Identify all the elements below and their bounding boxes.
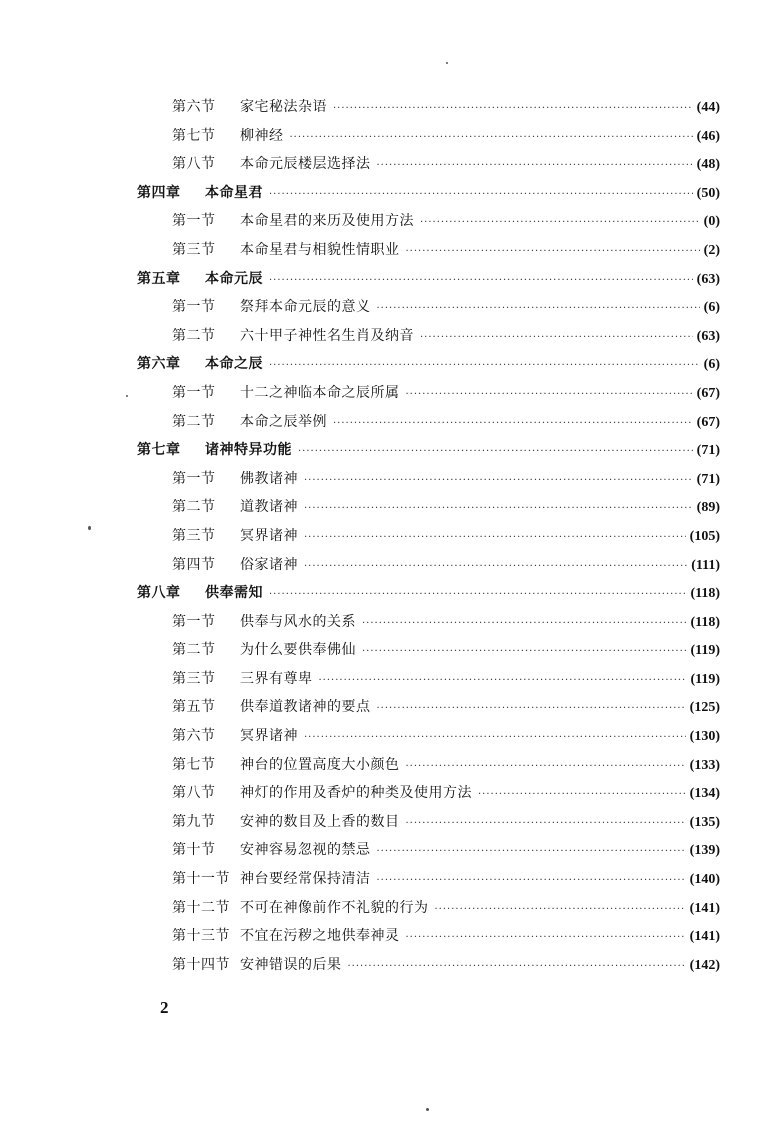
toc-entry-page: (141) [689, 900, 720, 916]
toc-entry-number: 第二节 [172, 499, 216, 516]
toc-entry-title: 安神容易忽视的禁忌 [240, 842, 371, 859]
toc-entry-number: 第十二节 [172, 899, 230, 916]
toc-entry-title: 神台要经常保持清洁 [240, 871, 371, 888]
dot-leader [377, 295, 700, 324]
dot-leader [333, 410, 693, 439]
toc-entry [137, 951, 720, 980]
toc-entry-page: (6) [703, 300, 720, 316]
toc-entry [137, 608, 720, 637]
toc-entry-number: 第十三节 [172, 928, 230, 945]
toc-entry-title: 安神的数目及上香的数目 [240, 813, 400, 830]
scan-speck [88, 526, 91, 530]
toc-entry-page: (125) [689, 700, 720, 716]
dot-leader [319, 667, 687, 696]
toc-entry [137, 922, 720, 951]
toc-entry-page: (71) [696, 471, 720, 487]
toc-entry-page: (89) [696, 500, 720, 516]
toc-entry [137, 493, 720, 522]
toc-chapter-number: 第七章 [137, 442, 181, 459]
toc-entry-number: 第一节 [172, 213, 216, 230]
toc-entry [137, 408, 720, 437]
toc-entry [137, 93, 720, 122]
toc-entry-number: 第七节 [172, 756, 216, 773]
toc-entry-title: 本命之辰举例 [240, 413, 327, 430]
toc-entry-title: 家宅秘法杂语 [240, 99, 327, 115]
toc-entry-page: (46) [696, 128, 720, 144]
toc-entry-page: (44) [696, 100, 720, 115]
scan-speck [426, 1108, 429, 1111]
toc-entry-page: (119) [690, 643, 720, 659]
toc-entry-title: 道教诸神 [240, 499, 298, 516]
toc-entry [137, 636, 720, 665]
toc-entry [137, 779, 720, 808]
dot-leader [406, 924, 686, 953]
toc-chapter-number: 第五章 [137, 270, 181, 287]
toc-entry-number: 第三节 [172, 670, 216, 687]
page-number: 2 [160, 998, 169, 1017]
dot-leader [377, 152, 693, 181]
toc-entry-page: (0) [703, 214, 720, 230]
toc-entry-title: 神台的位置高度大小颜色 [240, 756, 400, 773]
dot-leader [304, 724, 686, 753]
dot-leader [333, 95, 693, 124]
toc-chapter [137, 179, 720, 208]
toc-entry-title: 祭拜本命元辰的意义 [240, 299, 371, 316]
toc-entry-title: 俗家诸神 [240, 556, 298, 573]
dot-leader [348, 953, 686, 982]
toc-entry-page: (119) [690, 671, 720, 687]
toc-entry-title: 十二之神临本命之辰所属 [240, 384, 400, 401]
toc-entry-number: 第九节 [172, 813, 216, 830]
toc-chapter-page: (118) [690, 586, 720, 602]
toc-entry-page: (134) [689, 786, 720, 802]
toc-entry-page: (142) [689, 957, 720, 973]
dot-leader [406, 810, 686, 839]
toc-entry-title: 安神错误的后果 [240, 956, 342, 973]
toc-chapter [137, 265, 720, 294]
toc-entry [137, 808, 720, 837]
toc-entry-title: 神灯的作用及香炉的种类及使用方法 [240, 785, 472, 802]
toc-entry-title: 本命星君的来历及使用方法 [240, 213, 414, 230]
dot-leader [406, 238, 700, 267]
toc-entry-page: (63) [696, 328, 720, 344]
toc-entry-number: 第三节 [172, 241, 216, 258]
toc-entry-page: (133) [689, 757, 720, 773]
dot-leader [377, 867, 686, 896]
toc-chapter-number: 第八章 [137, 585, 181, 602]
dot-leader [269, 181, 693, 210]
toc-entry-title: 冥界诸神 [240, 728, 298, 745]
dot-leader [420, 209, 700, 238]
dot-leader [304, 553, 687, 582]
toc-entry [137, 236, 720, 265]
toc-entry-page: (2) [703, 242, 720, 258]
toc-entry [137, 751, 720, 780]
toc-chapter [137, 436, 720, 465]
dot-leader [362, 638, 686, 667]
toc-chapter-page: (71) [696, 443, 720, 459]
toc-entry-number: 第一节 [172, 299, 216, 316]
toc-entry [137, 122, 720, 151]
dot-leader [298, 438, 693, 467]
toc-entry-title: 佛教诸神 [240, 470, 298, 487]
toc-entry-number: 第七节 [172, 127, 216, 144]
dot-leader [304, 467, 693, 496]
toc-entry-page: (135) [689, 814, 720, 830]
toc-entry [137, 465, 720, 494]
toc-chapter-page: (63) [696, 271, 720, 287]
toc-chapter-number: 第四章 [137, 184, 181, 201]
toc-entry-number: 第六节 [172, 99, 216, 115]
toc-chapter-title: 本命之辰 [205, 356, 263, 373]
toc-entry-number: 第二节 [172, 327, 216, 344]
toc-entry-page: (105) [689, 528, 720, 544]
dot-leader [269, 352, 700, 381]
toc-chapter [137, 350, 720, 379]
table-of-contents [137, 93, 720, 979]
toc-entry-number: 第五节 [172, 699, 216, 716]
toc-entry-title: 本命元辰楼层选择法 [240, 156, 371, 173]
toc-entry [137, 293, 720, 322]
toc-entry-number: 第八节 [172, 785, 216, 802]
dot-leader [406, 753, 686, 782]
scan-speck [126, 395, 128, 397]
toc-entry-title: 柳神经 [240, 127, 284, 144]
dot-leader [269, 581, 686, 610]
dot-leader [435, 896, 686, 925]
toc-entry [137, 207, 720, 236]
toc-entry [137, 551, 720, 580]
toc-entry [137, 522, 720, 551]
toc-entry-title: 冥界诸神 [240, 527, 298, 544]
toc-entry-number: 第八节 [172, 156, 216, 173]
toc-entry-number: 第六节 [172, 728, 216, 745]
toc-entry-page: (67) [696, 414, 720, 430]
dot-leader [478, 781, 686, 810]
toc-entry-title: 六十甲子神性名生肖及纳音 [240, 327, 414, 344]
toc-entry-title: 供奉道教诸神的要点 [240, 699, 371, 716]
toc-entry [137, 836, 720, 865]
toc-entry-title: 不宜在污秽之地供奉神灵 [240, 928, 400, 945]
toc-entry-page: (67) [696, 385, 720, 401]
toc-entry-number: 第十四节 [172, 956, 230, 973]
toc-entry [137, 693, 720, 722]
toc-entry-title: 三界有尊卑 [240, 670, 313, 687]
toc-entry-number: 第一节 [172, 470, 216, 487]
toc-entry-page: (118) [690, 614, 720, 630]
toc-entry [137, 322, 720, 351]
dot-leader [304, 524, 686, 553]
toc-entry-title: 为什么要供奉佛仙 [240, 642, 356, 659]
toc-entry-title: 供奉与风水的关系 [240, 613, 356, 630]
toc-entry-number: 第二节 [172, 642, 216, 659]
toc-chapter [137, 579, 720, 608]
toc-chapter-title: 供奉需知 [205, 585, 263, 602]
toc-chapter-title: 本命元辰 [205, 270, 263, 287]
toc-entry-page: (141) [689, 929, 720, 945]
toc-chapter-page: (50) [696, 185, 720, 201]
dot-leader [362, 610, 686, 639]
dot-leader [290, 124, 693, 153]
toc-chapter-number: 第六章 [137, 356, 181, 373]
toc-entry [137, 722, 720, 751]
dot-leader [406, 381, 693, 410]
toc-entry [137, 379, 720, 408]
toc-entry-page: (48) [696, 157, 720, 173]
toc-entry-number: 第二节 [172, 413, 216, 430]
toc-entry-number: 第一节 [172, 384, 216, 401]
toc-entry-number: 第十节 [172, 842, 216, 859]
toc-entry-number: 第一节 [172, 613, 216, 630]
scan-speck [446, 62, 448, 64]
toc-entry-page: (111) [691, 557, 720, 573]
dot-leader [377, 838, 686, 867]
toc-entry-page: (140) [689, 872, 720, 888]
toc-entry [137, 150, 720, 179]
toc-entry-page: (139) [689, 843, 720, 859]
toc-entry [137, 865, 720, 894]
toc-entry-number: 第三节 [172, 527, 216, 544]
dot-leader [304, 495, 693, 524]
toc-entry-title: 不可在神像前作不礼貌的行为 [240, 899, 429, 916]
toc-entry-title: 本命星君与相貌性情职业 [240, 241, 400, 258]
toc-entry [137, 665, 720, 694]
toc-entry-page: (130) [689, 729, 720, 745]
dot-leader [269, 267, 693, 296]
dot-leader [420, 324, 693, 353]
dot-leader [377, 695, 686, 724]
toc-entry-number: 第四节 [172, 556, 216, 573]
toc-entry [137, 894, 720, 923]
toc-entry-number: 第十一节 [172, 871, 230, 888]
toc-chapter-page: (6) [703, 357, 720, 373]
toc-chapter-title: 诸神特异功能 [205, 442, 292, 459]
toc-chapter-title: 本命星君 [205, 184, 263, 201]
